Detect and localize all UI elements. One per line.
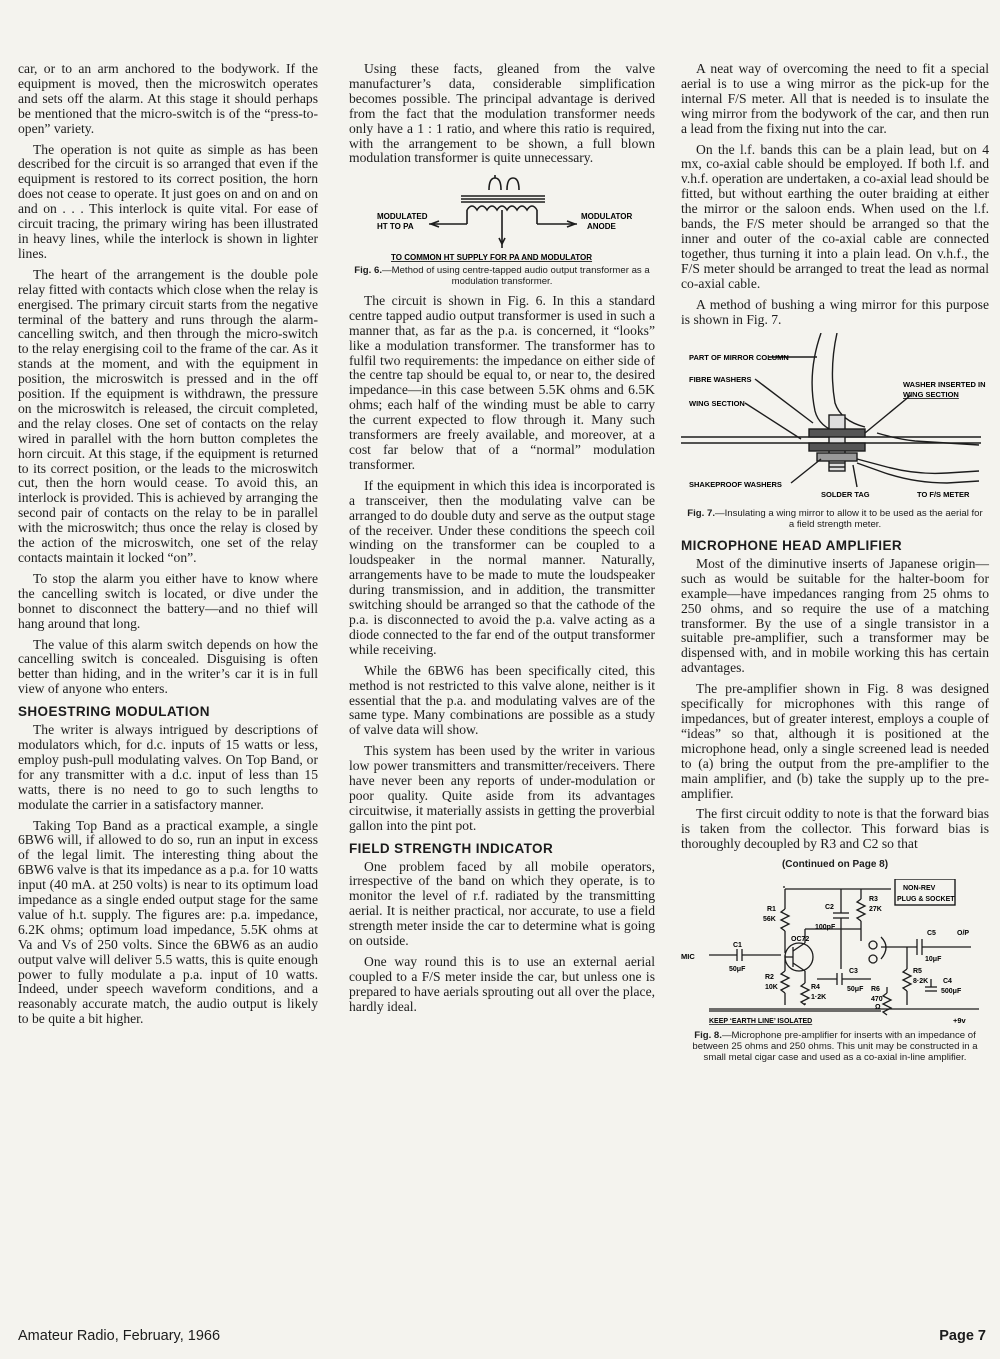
paragraph: One problem faced by all mobile operators, irrespective of the band on which they operate, is to monitor the level of r.f. radiated by the transmitting aerial. It is neither practical, nor accurate, to use a field strength meter inside the car to determine what is going on outside.: [349, 858, 655, 949]
fig6-label-right-2: ANODE: [587, 222, 616, 232]
fig6-label-left-1: MODULATED: [377, 212, 428, 222]
paragraph: The first circuit oddity to note is that the forward bias is taken from the collector. This forward bias is thoroughly decoupled by R3 and C2 so that: [681, 806, 989, 852]
paragraph: The writer is always intrigued by descriptions of modulators which, for d.c. inputs of 15 watts or less, employ push-pull modulating valves. On Top Band, or for any transmitter with a d.c. input of less than 15 watts, there is no need to go to such lengths to modulate the carrier in a satisfactory manner.: [18, 722, 318, 812]
caption-text: —Insulating a wing mirror to allow it to be used as the aerial for a field strength meter.: [715, 508, 983, 531]
paragraph: Taking Top Band as a practical example, a single 6BW6 will, if allowed to do so, run an input in excess of the legal limit. The interesting thing about the 6BW6 valve is that its impedance as a p.a. for 10 watts input (40 mA. at 250 volts) is near to its optimum load impedance as a single ended output stage for the same value of h.t. supply. The figures are: p.a. impedance, 6.2K ohms; optimum load impedance, 5.5K ohms at Va and Vs of 250 volts. Since the 6BW6 as an audio output valve will deliver 5.5 watts, this is quite enough power to fully modulate a p.a. input of 10 watts. Indeed, under speech waveform conditions, and a reasonably accurate match, the audio output is likely to be quite a bit higher.: [18, 817, 318, 1027]
paragraph: The circuit is shown in Fig. 6. In this a standard centre tapped audio output transformer is used in such a manner that, as far as the p.a. is concerned, it “looks” like a modulation transformer. The transformer has to fulfil two requirements: the impedance on either side of the centre tap should be equal to, or near to, the desired impedance—in this case between 5.5K ohms and 6.5K ohms; each half of the winding must be able to carry the current expected to flow through it. Many such transformers are freely available, and moreover, at a cost far below that of a “normal” modulation transformer.: [349, 292, 655, 472]
fig8-c1-value: 50μF: [729, 966, 746, 974]
fig8-c3: C3: [849, 968, 858, 976]
continued-note: (Continued on Page 8): [781, 859, 889, 871]
fig8-c1: C1: [733, 942, 742, 950]
fig7-label-solder: SOLDER TAG: [821, 490, 870, 500]
transformer-diagram: [349, 172, 655, 264]
figure-7: [681, 333, 989, 531]
preamp-circuit-diagram: [681, 879, 989, 1029]
fig8-transistor: OC72: [791, 936, 810, 944]
fig8-c3-value: 50μF: [847, 986, 864, 994]
fig7-label-meter: TO F/S METER: [917, 490, 970, 500]
figure-7-caption: [685, 509, 985, 531]
paragraph: A neat way of overcoming the need to fit a special aerial is to use a wing mirror as the pick-up for the internal F/S meter. All that is needed is to insulate the wing mirror from the bodywork of the car, and then run a lead from the fixing nut into the car.: [681, 61, 989, 136]
fig8-r6: R6: [871, 986, 880, 994]
column-2: [349, 62, 655, 1021]
caption-number: Fig. 8.: [694, 1030, 722, 1042]
paragraph: The pre-amplifier shown in Fig. 8 was designed specifically for microphones with this range of impedances, but of greater interest, employs a couple of “ideas” so that, although it is positioned at the microphone head, only a single screened lead is needed to (a) bring the output from the pre-amplifier to the main amplifier, and (b) take the supply up to the pre-amplifier.: [681, 681, 989, 801]
fig8-r2: R2: [765, 974, 774, 982]
fig8-supply: +9v: [953, 1016, 966, 1026]
publication-line: Amateur Radio, February, 1966: [18, 1328, 221, 1344]
paragraph: car, or to an arm anchored to the bodywork. If the equipment is moved, then the microswitch operates and sets off the alarm. At this stage it should perhaps be mentioned that the micro-switch is of the “press-to-open” variety.: [18, 61, 318, 136]
paragraph: On the l.f. bands this can be a plain lead, but on 4 mx, co-axial cable should be employed. If both l.f. and v.h.f. operation are undertaken, a co-axial lead should be fitted, but without earthing the outer braiding at either the mirror or the saloon ends. When used on the l.f. bands, the F/S meter should be arranged so that the inner and outer of the co-axial cable are connected together, thus turning it into a plain lead. On v.h.f., the F/S meter should be arranged to treat the lead as normal co-axial cable.: [681, 141, 989, 291]
column-1: [18, 62, 318, 1033]
fig6-label-right-1: MODULATOR: [581, 212, 633, 222]
caption-number: Fig. 6.: [354, 265, 382, 277]
fig8-r5-value: 8·2K: [913, 978, 929, 986]
fig8-c5-value: 10μF: [925, 956, 942, 964]
fig8-c2-value: 100pF: [815, 924, 836, 932]
fig8-box-line1: NON-REV: [903, 885, 936, 893]
fig8-r2-value: 10K: [765, 984, 778, 992]
fig8-c4: C4: [943, 978, 952, 986]
caption-text: —Microphone pre-amplifier for inserts with an impedance of between 25 ohms and 250 ohms. This unit may be constructed in a small metal cigar case and used as a co-axial in-line amplifier.: [692, 1030, 978, 1063]
figure-8-caption: [685, 1031, 985, 1063]
paragraph: The operation is not quite as simple as has been described for the circuit is so arranged that even if the equipment is restored to its correct position, the horn does not cease to operate. It just goes on and on and on and on . . . This interlock is quite vital. For ease of circuit tracing, the primary wiring has been illustrated in heavy lines, while the interlock is shown in lighter lines.: [18, 141, 318, 261]
page-footer: [0, 1328, 1000, 1352]
fig7-label-shakeproof: SHAKEPROOF WASHERS: [689, 480, 782, 490]
paragraph: If the equipment in which this idea is incorporated is a transceiver, then the modulating valve can be arranged to do double duty and serve as the output stage of the receiver. Under these conditions the speech coil winding on the transformer can be coupled to a loudspeaker in the normal manner. Naturally, arrangements have to be made to mute the loudspeaker during transmission, and in addition, the transmitter switching should be arranged so that the cathode of the p.a. is disconnected to avoid the p.a. valve acting as a diode connected to the far end of the output transformer while receiving.: [349, 477, 655, 657]
fig7-label-wing: WING SECTION: [689, 399, 745, 409]
paragraph: The heart of the arrangement is the double pole relay fitted with contacts which close when the relay is energised. The primary circuit starts from the negative terminal of the battery and runs through the alarm-cancelling switch, and then through the micro-switch to the relay energising coil to the frame of the car. As it stands at the moment, and with the equipment in position, the microswitch is pressed and in the off position. If the equipment is withdrawn, the pressure on the microswitch is released, the circuit completed, and the relay closes. One set of contacts on the relay wired in parallel with the horn button completes the horn circuit. At this stage, if the equipment is returned to its correct position, or the leads to the microswitch cut, then the horn would cease. To avoid this, an interlock is provided. This is achieved by arranging the second pair of contacts on the relay to be in parallel with the microswitch; thus once the relay is closed by the action of the microswitch, one set of the relay contacts maintain it locked “on”.: [18, 266, 318, 565]
figure-6-caption: [353, 266, 651, 288]
fig8-r1-value: 56K: [763, 916, 776, 924]
figure-8: [681, 879, 989, 1063]
fig8-r6-value: 470: [871, 996, 883, 1004]
fig8-ohm: Ω: [875, 1004, 881, 1012]
wing-mirror-diagram: [681, 333, 989, 507]
fig8-c4-value: 500μF: [941, 988, 962, 996]
paragraph: Using these facts, gleaned from the valve manufacturer’s data, considerable simplification becomes possible. The principal advantage is derived from the fact that the modulation transformer needs only have a 1 : 1 ratio, and where this ratio is required, with the arrangement to be shown, a full blown modulation transformer is quite unnecessary.: [349, 61, 655, 166]
fig8-r1: R1: [767, 906, 776, 914]
section-heading: SHOESTRING MODULATION: [18, 704, 210, 720]
fig8-r3: R3: [869, 896, 878, 904]
paragraph: This system has been used by the writer in various low power transmitters and transmitter/receivers. There have never been any reports of under-modulation or poor quality. Quite aside from its advantages circuitwise, it materially assists in getting the proverbial gallon into the pint pot.: [349, 743, 655, 833]
caption-number: Fig. 7.: [687, 508, 715, 520]
fig6-label-left-2: HT TO PA: [377, 222, 414, 232]
fig8-c5: C5: [927, 930, 936, 938]
section-heading: FIELD STRENGTH INDICATOR: [349, 840, 554, 856]
fig8-r4: R4: [811, 984, 820, 992]
fig8-c2: C2: [825, 904, 834, 912]
fig8-r4-value: 1·2K: [811, 994, 827, 1002]
fig7-label-column: PART OF MIRROR COLUMN: [689, 353, 789, 363]
paragraph: The value of this alarm switch depends on how the cancelling switch is concealed. Disguising is often better than hiding, and in the writer’s car it is in full view of anyone who enters.: [18, 636, 318, 697]
fig8-output: O/P: [957, 930, 970, 938]
fig7-label-fibre: FIBRE WASHERS: [689, 375, 752, 385]
paragraph: While the 6BW6 has been specifically cited, this method is not restricted to this valve alone, neither is it essential that the p.a. and modulating valves are of the same type. Many combinations are possible as a study of valve data will show.: [349, 662, 655, 738]
fig7-label-washer-a: WASHER INSERTED IN: [903, 380, 986, 390]
column-3: [681, 62, 989, 1069]
fig6-label-bottom: TO COMMON HT SUPPLY FOR PA AND MODULATOR: [391, 253, 593, 263]
paragraph: A method of bushing a wing mirror for this purpose is shown in Fig. 7.: [681, 296, 989, 327]
paragraph: Most of the diminutive inserts of Japanese origin—such as would be suitable for the halter-boom for example—have impedances ranging from 25 ohms to 250 ohms, and so require the use of a matching transformer. By the use of a single transistor in a suitable pre-amplifier, such a transformer may be dispensed with, and in mobile working this has certain advantages.: [681, 555, 989, 676]
caption-text: —Method of using centre-tapped audio output transformer as a modulation transformer.: [382, 265, 650, 288]
fig8-r3-value: 27K: [869, 906, 882, 914]
figure-6: [349, 172, 655, 288]
fig8-earth-label: KEEP ‘EARTH LINE’ ISOLATED: [709, 1018, 813, 1026]
paragraph: To stop the alarm you either have to know where the cancelling switch is located, or dive under the bonnet to disconnect the battery—and no thief will hang around that long.: [18, 570, 318, 631]
fig8-r5: R5: [913, 968, 922, 976]
page-number: Page 7: [939, 1328, 986, 1344]
fig8-mic: MIC: [681, 952, 695, 962]
section-heading: MICROPHONE HEAD AMPLIFIER: [681, 538, 903, 553]
fig7-label-washer-b: WING SECTION: [903, 390, 959, 400]
fig8-box-line2: PLUG & SOCKET: [897, 896, 955, 904]
paragraph: One way round this is to use an external aerial coupled to a F/S meter inside the car, but unless one is prepared to have aerials sprouting out all over the place, hardly ideal.: [349, 954, 655, 1014]
